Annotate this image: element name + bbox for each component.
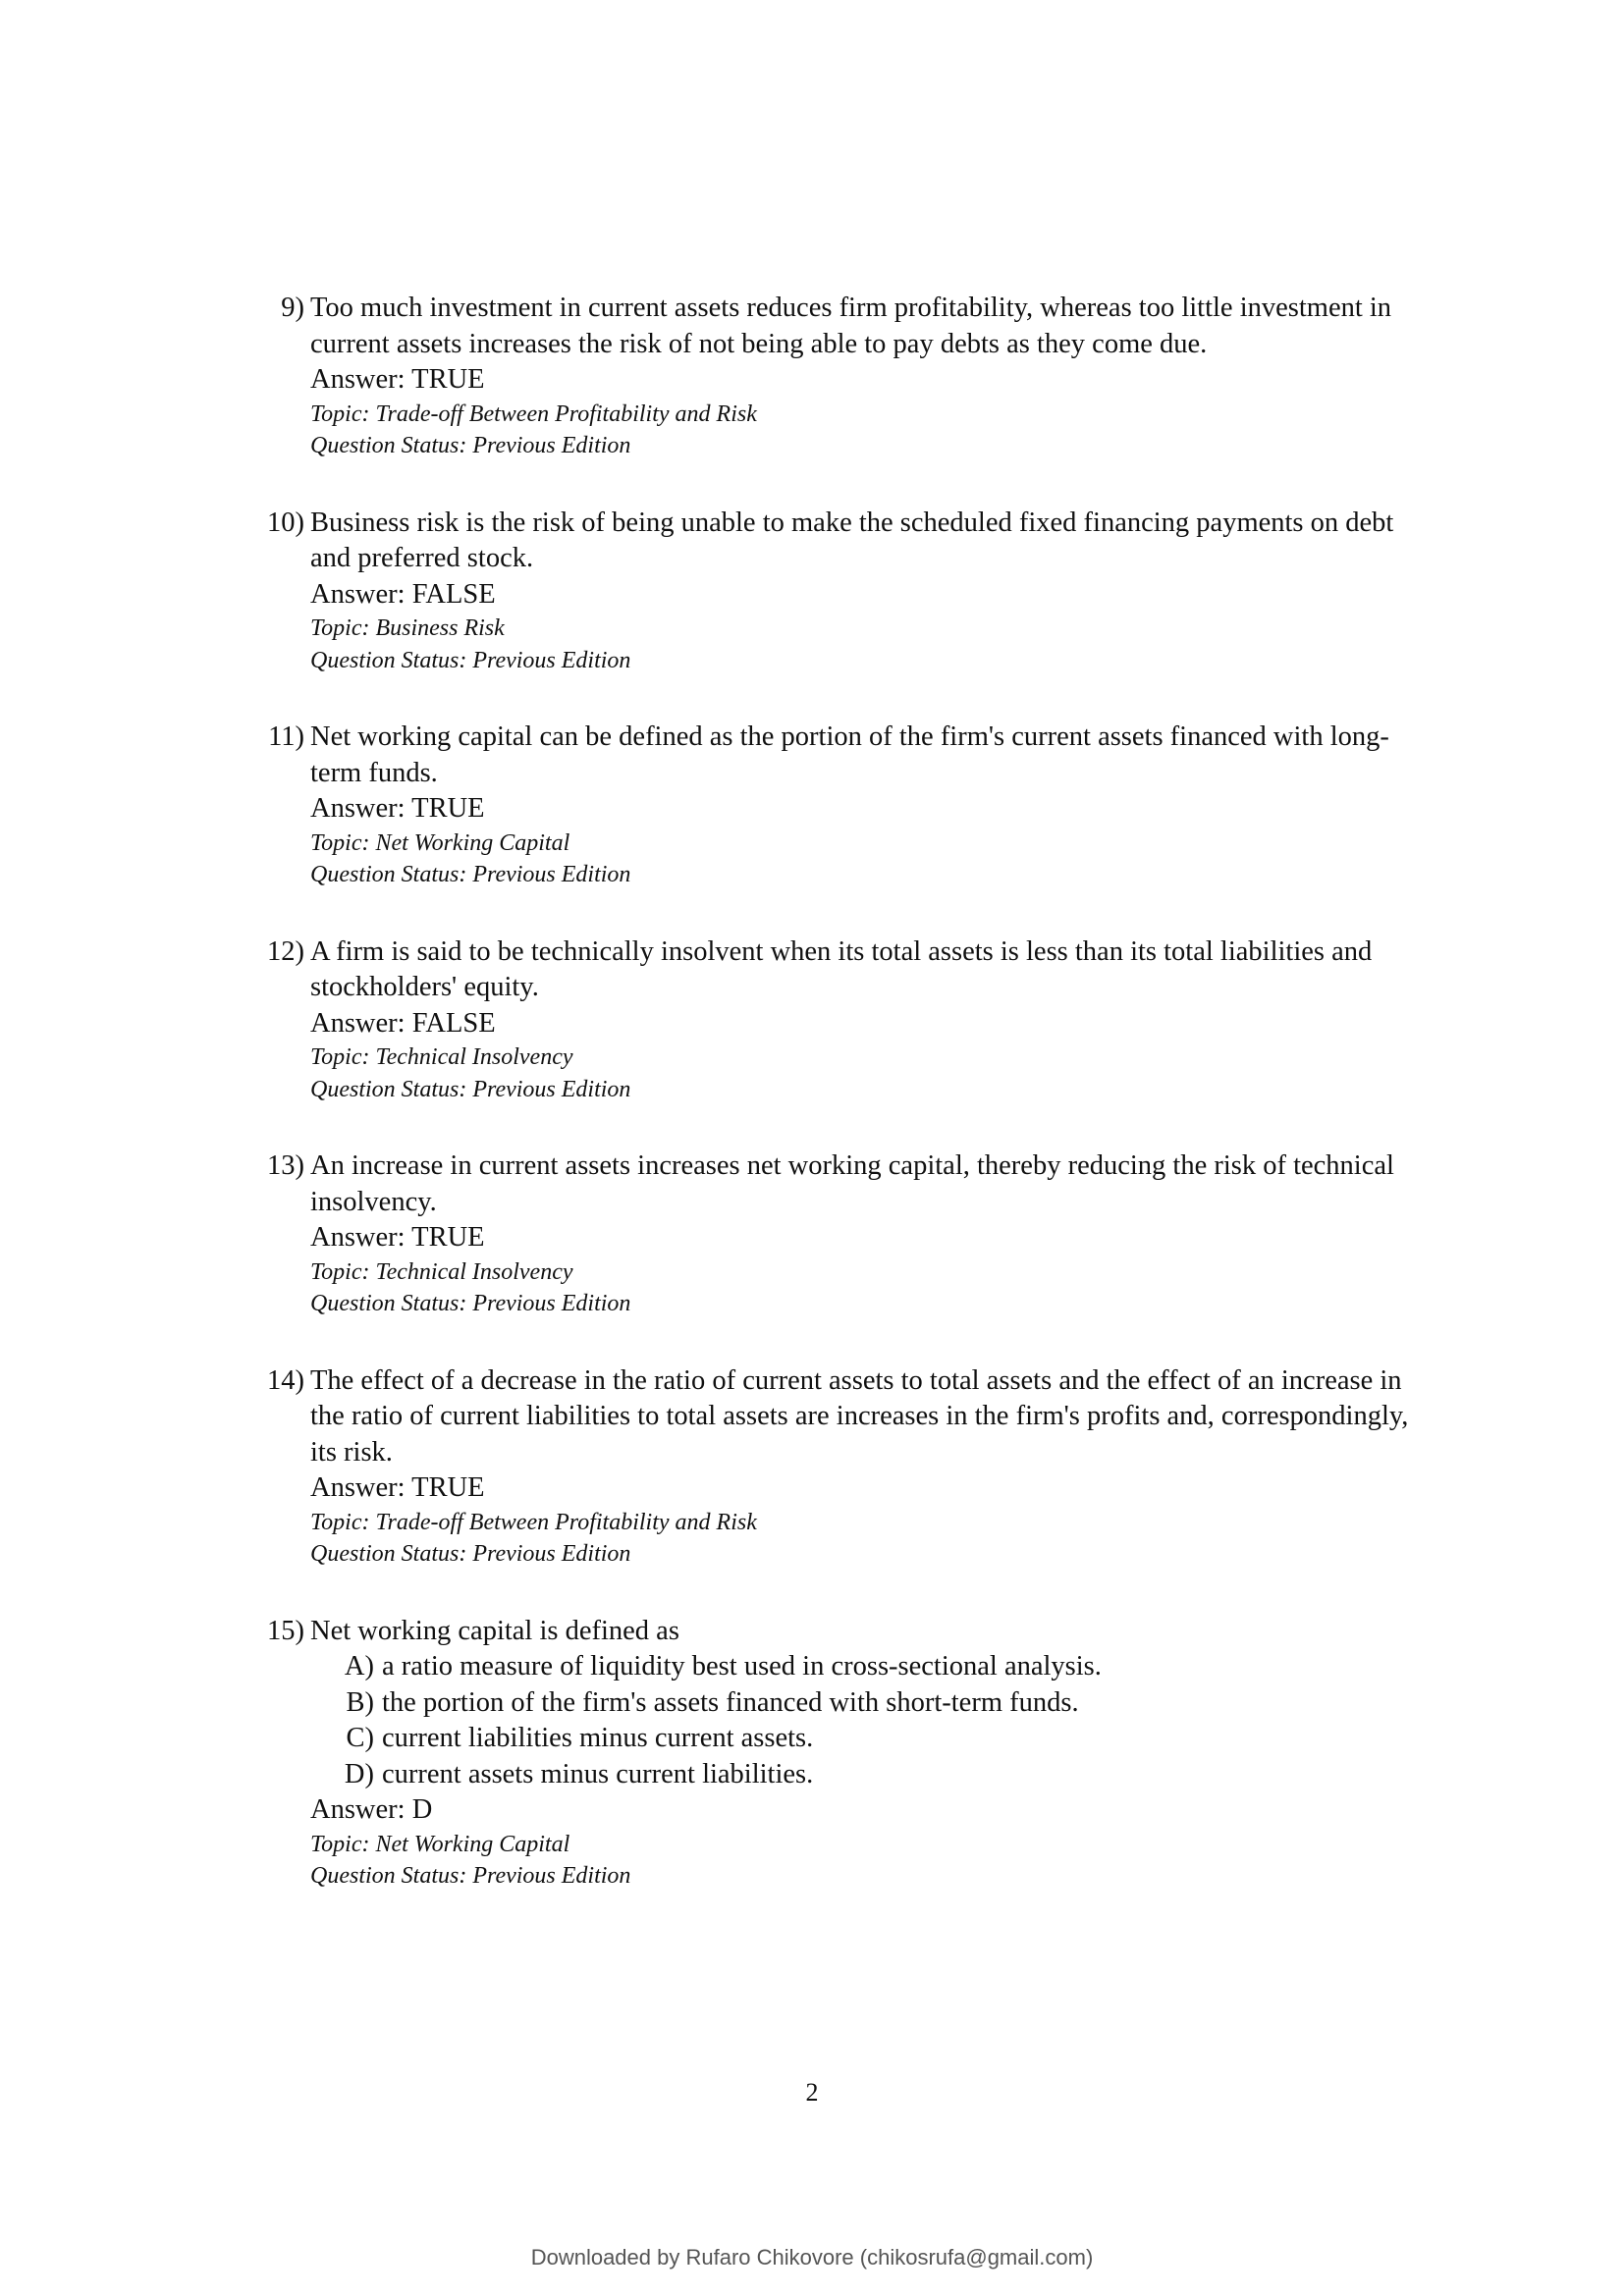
question-number: 9) [281, 293, 304, 323]
question-text: The effect of a decrease in the ratio of current assets to total assets and the effect of an increase in the ratio of current liabilities to total assets are increases in the firm's profits and, correspondingly, its risk. [310, 1364, 1409, 1468]
question-text: Net working capital can be defined as the portion of the firm's current assets financed with long-term funds. [310, 721, 1389, 788]
answer: Answer: TRUE [310, 793, 485, 824]
topic: Topic: Technical Insolvency [310, 1044, 573, 1070]
answer: Answer: D [310, 1794, 433, 1825]
option-a [335, 1649, 1414, 1685]
option-letter: D) [344, 1758, 374, 1789]
question-text: Net working capital is defined as [310, 1615, 679, 1646]
option-text: a ratio measure of liquidity best used in cross-sectional analysis. [382, 1651, 1102, 1682]
topic: Topic: Net Working Capital [310, 829, 570, 856]
answer: Answer: TRUE [310, 1472, 485, 1503]
answer: Answer: TRUE [310, 1222, 485, 1253]
download-footer: Downloaded by Rufaro Chikovore (chikosrufa@gmail.com) [530, 2245, 1094, 2269]
topic: Topic: Technical Insolvency [310, 1258, 573, 1285]
topic: Topic: Trade-off Between Profitability and Risk [310, 1509, 757, 1535]
question-status: Question Status: Previous Edition [310, 862, 631, 887]
option-letter: B) [346, 1686, 374, 1718]
question-13 [265, 1148, 1414, 1320]
option-text: the portion of the firm's assets financed with short-term funds. [382, 1686, 1079, 1718]
option-text: current assets minus current liabilities. [382, 1758, 814, 1789]
question-status: Question Status: Previous Edition [310, 1291, 631, 1316]
question-number: 11) [268, 721, 304, 752]
answer: Answer: TRUE [310, 364, 485, 395]
question-number: 10) [267, 507, 304, 538]
question-status: Question Status: Previous Edition [310, 1541, 631, 1567]
question-14 [265, 1363, 1414, 1571]
question-number: 13) [267, 1150, 304, 1181]
question-status: Question Status: Previous Edition [310, 1863, 631, 1889]
topic: Topic: Trade-off Between Profitability and Risk [310, 400, 757, 427]
question-number: 14) [267, 1364, 304, 1396]
question-list [265, 291, 1414, 1936]
question-status: Question Status: Previous Edition [310, 1076, 631, 1102]
question-text: Business risk is the risk of being unable to make the scheduled fixed financing payments on debt and preferred stock. [310, 507, 1394, 573]
question-number: 12) [267, 935, 304, 967]
option-letter: C) [346, 1723, 374, 1753]
question-12 [265, 934, 1414, 1106]
question-10 [265, 506, 1414, 677]
option-b [335, 1685, 1414, 1722]
question-text: Too much investment in current assets reduces firm profitability, whereas too little investment in current assets increases the risk of not being able to pay debts as they come due. [310, 293, 1392, 359]
answer: Answer: FALSE [310, 1007, 496, 1039]
answer: Answer: FALSE [310, 578, 496, 610]
topic: Topic: Net Working Capital [310, 1831, 570, 1857]
question-15 [265, 1614, 1414, 1893]
question-status: Question Status: Previous Edition [310, 433, 631, 458]
answer-options [310, 1649, 1414, 1792]
question-status: Question Status: Previous Edition [310, 647, 631, 673]
option-letter: A) [344, 1651, 374, 1682]
question-number: 15) [267, 1615, 304, 1646]
question-11 [265, 720, 1414, 891]
option-c [335, 1721, 1414, 1757]
question-text: An increase in current assets increases net working capital, thereby reducing the risk of technical insolvency. [310, 1150, 1394, 1217]
page-number: 2 [805, 2078, 819, 2107]
option-text: current liabilities minus current assets. [382, 1723, 814, 1753]
question-9 [265, 291, 1414, 462]
topic: Topic: Business Risk [310, 615, 505, 641]
question-text: A firm is said to be technically insolvent when its total assets is less than its total liabilities and stockholders' equity. [310, 935, 1373, 1002]
option-d [335, 1757, 1414, 1793]
